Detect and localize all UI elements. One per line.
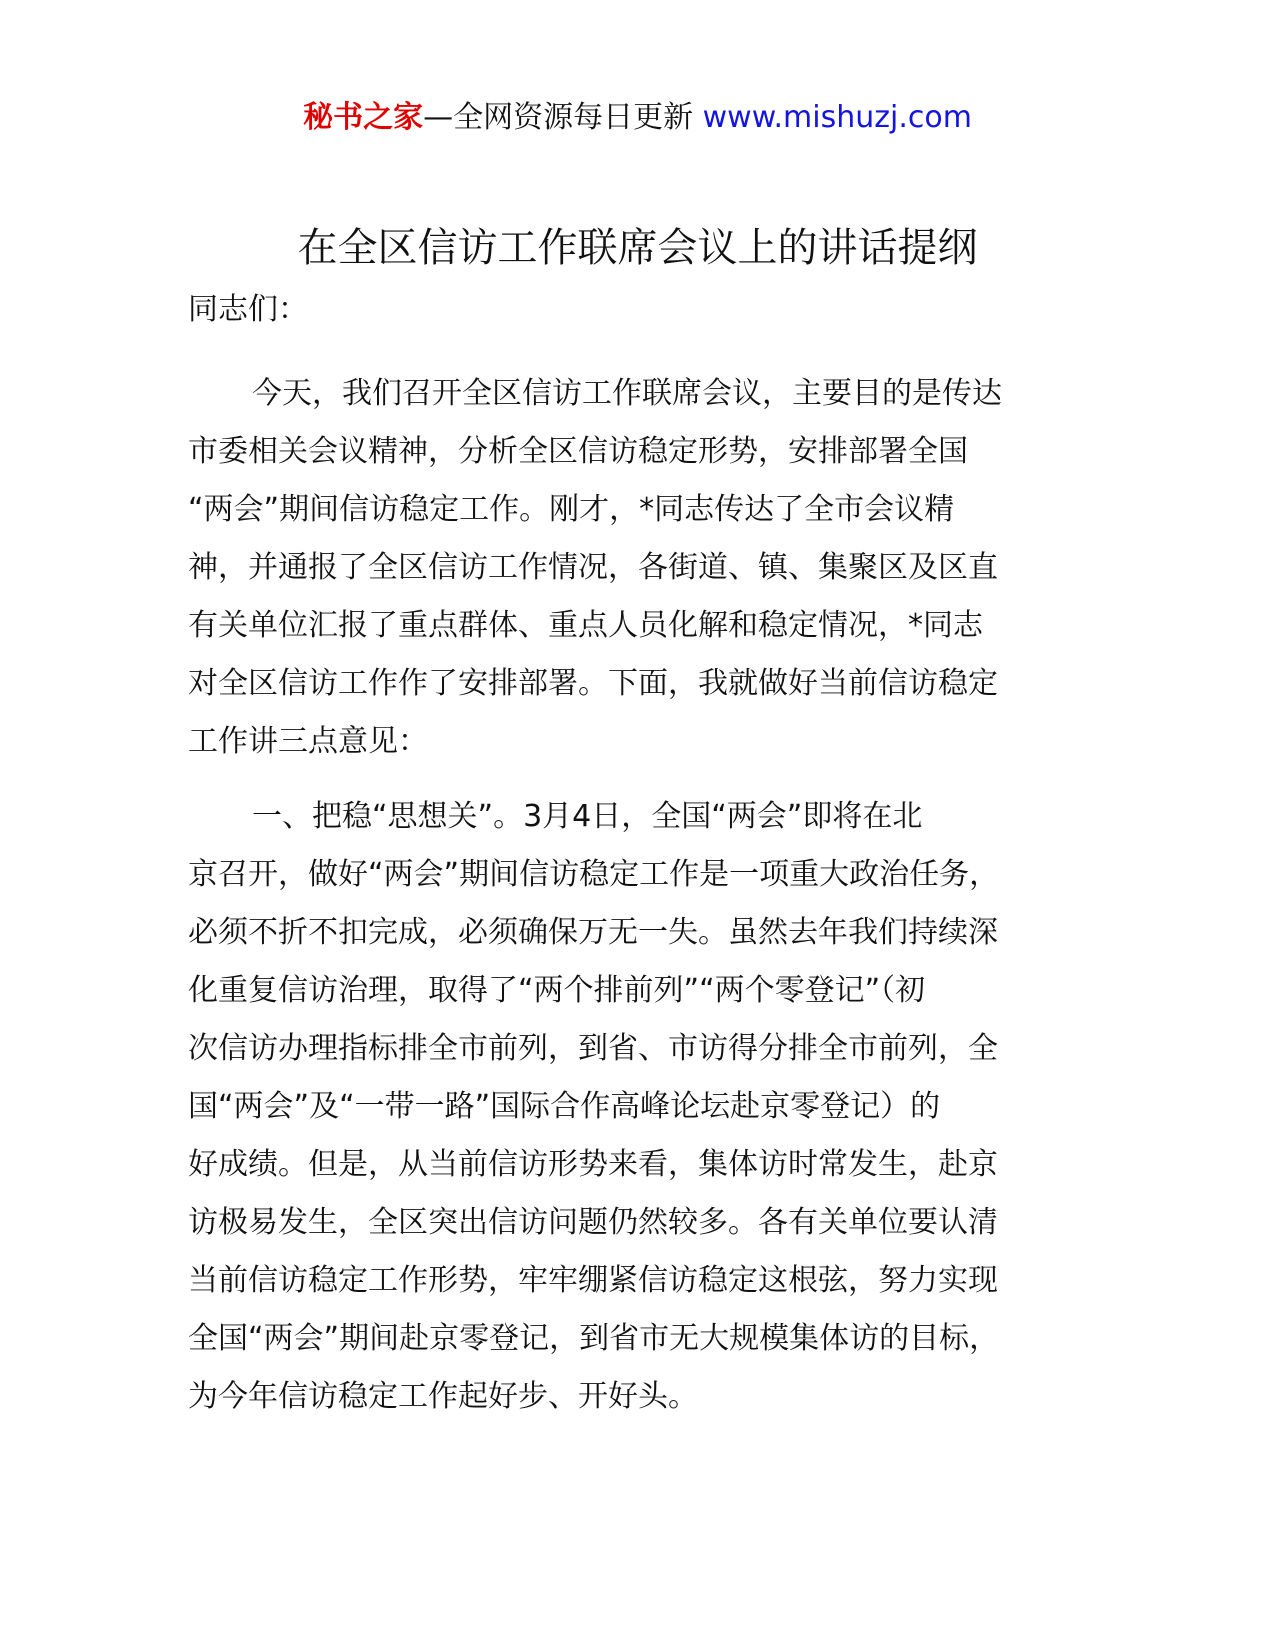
paragraph-line: 全国“两会”期间赴京零登记，到省市无大规模集体访的目标，	[188, 1321, 1000, 1356]
site-header	[0, 98, 1275, 138]
paragraph-section-one	[188, 788, 1088, 1426]
paragraph-line: 一、把稳“思想关”。3月4日，全国“两会”即将在北	[252, 799, 923, 834]
header-tagline: —全网资源每日更新	[423, 100, 694, 135]
paragraph-line: 好成绩。但是，从当前信访形势来看，集体访时常发生，赴京	[188, 1147, 998, 1182]
paragraph-line: 当前信访稳定工作形势，牢牢绷紧信访稳定这根弦，努力实现	[188, 1263, 998, 1298]
paragraph-line: 对全区信访工作作了安排部署。下面，我就做好当前信访稳定	[188, 666, 998, 701]
site-url-link[interactable]: www.mishuzj.com	[702, 100, 972, 135]
paragraph-line: 市委相关会议精神，分析全区信访稳定形势，安排部署全国	[188, 434, 968, 469]
paragraph-line: “两会”期间信访稳定工作。刚才，*同志传达了全市会议精	[188, 492, 955, 527]
paragraph-line: 访极易发生，全区突出信访问题仍然较多。各有关单位要认清	[188, 1205, 998, 1240]
paragraph-intro	[188, 365, 1088, 771]
paragraph-line: 今天，我们召开全区信访工作联席会议，主要目的是传达	[252, 376, 1002, 411]
paragraph-line: 化重复信访治理，取得了“两个排前列”“两个零登记”（初	[188, 973, 926, 1008]
paragraph-line: 国“两会”及“一带一路”国际合作高峰论坛赴京零登记）的	[188, 1089, 941, 1124]
paragraph-line: 必须不折不扣完成，必须确保万无一失。虽然去年我们持续深	[188, 915, 998, 950]
paragraph-line: 为今年信访稳定工作起好步、开好头。	[188, 1379, 698, 1414]
paragraph-line: 神，并通报了全区信访工作情况，各街道、镇、集聚区及区直	[188, 550, 998, 585]
paragraph-line: 有关单位汇报了重点群体、重点人员化解和稳定情况，*同志	[188, 608, 983, 643]
brand-name: 秘书之家	[303, 100, 424, 135]
salutation: 同志们：	[188, 292, 308, 327]
paragraph-line: 次信访办理指标排全市前列，到省、市访得分排全市前列，全	[188, 1031, 998, 1066]
paragraph-line: 京召开，做好“两会”期间信访稳定工作是一项重大政治任务，	[188, 857, 1000, 892]
paragraph-line: 工作讲三点意见：	[188, 724, 428, 759]
document-title: 在全区信访工作联席会议上的讲话提纲	[297, 225, 978, 271]
